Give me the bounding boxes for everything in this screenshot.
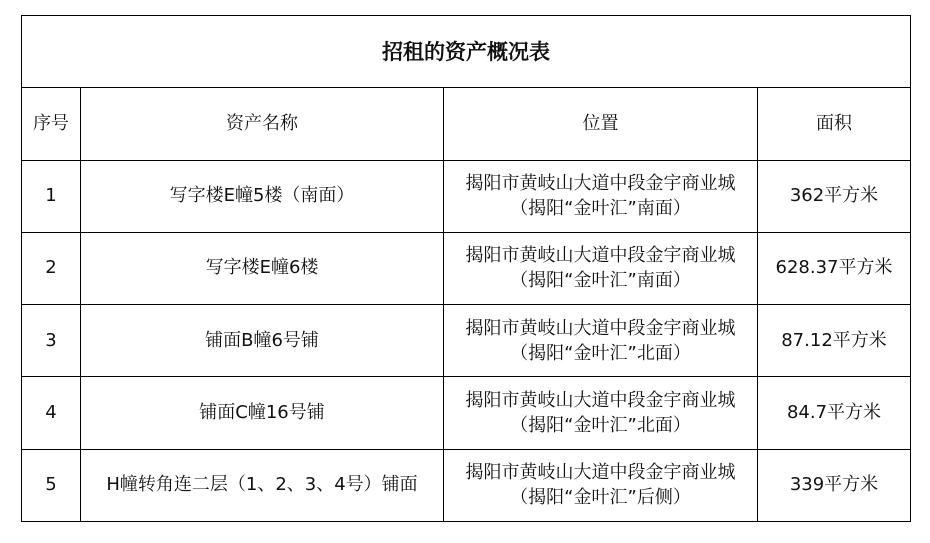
asset-table-container: [21, 15, 910, 522]
cell-area: 362平方米: [758, 160, 911, 232]
cell-area: 87.12平方米: [758, 305, 911, 377]
table-title: 招租的资产概况表: [22, 16, 911, 88]
cell-area: 84.7平方米: [758, 377, 911, 449]
table-row: [22, 449, 911, 521]
header-area: 面积: [758, 88, 911, 160]
location-line-2: （揭阳“金叶汇”北面）: [510, 415, 691, 437]
cell-name: 写字楼E幢5楼（南面）: [81, 160, 444, 232]
header-no: 序号: [22, 88, 81, 160]
header-location: 位置: [444, 88, 758, 160]
cell-area: 339平方米: [758, 449, 911, 521]
cell-name: 写字楼E幢6楼: [81, 232, 444, 304]
location-line-1: 揭阳市黄岐山大道中段金宇商业城: [465, 317, 736, 339]
table-row: [22, 377, 911, 449]
location-line-1: 揭阳市黄岐山大道中段金宇商业城: [465, 390, 736, 412]
table-row: [22, 232, 911, 304]
cell-no: 3: [22, 305, 81, 377]
cell-location: [444, 232, 758, 304]
cell-location: [444, 160, 758, 232]
location-line-1: 揭阳市黄岐山大道中段金宇商业城: [465, 462, 736, 484]
cell-no: 4: [22, 377, 81, 449]
location-line-2: （揭阳“金叶汇”北面）: [510, 342, 691, 364]
location-line-2: （揭阳“金叶汇”南面）: [510, 270, 691, 292]
cell-name: 铺面C幢16号铺: [81, 377, 444, 449]
cell-name: H幢转角连二层（1、2、3、4号）铺面: [81, 449, 444, 521]
table-header-row: [22, 88, 911, 160]
location-line-2: （揭阳“金叶汇”后侧）: [510, 487, 691, 509]
table-row: [22, 305, 911, 377]
cell-no: 2: [22, 232, 81, 304]
cell-location: [444, 305, 758, 377]
location-line-1: 揭阳市黄岐山大道中段金宇商业城: [465, 173, 736, 195]
table-title-row: [22, 16, 911, 88]
cell-no: 1: [22, 160, 81, 232]
cell-no: 5: [22, 449, 81, 521]
location-line-1: 揭阳市黄岐山大道中段金宇商业城: [465, 245, 736, 267]
cell-location: [444, 449, 758, 521]
table-row: [22, 160, 911, 232]
asset-overview-table: [21, 15, 911, 522]
cell-name: 铺面B幢6号铺: [81, 305, 444, 377]
cell-location: [444, 377, 758, 449]
location-line-2: （揭阳“金叶汇”南面）: [510, 198, 691, 220]
header-name: 资产名称: [81, 88, 444, 160]
cell-area: 628.37平方米: [758, 232, 911, 304]
